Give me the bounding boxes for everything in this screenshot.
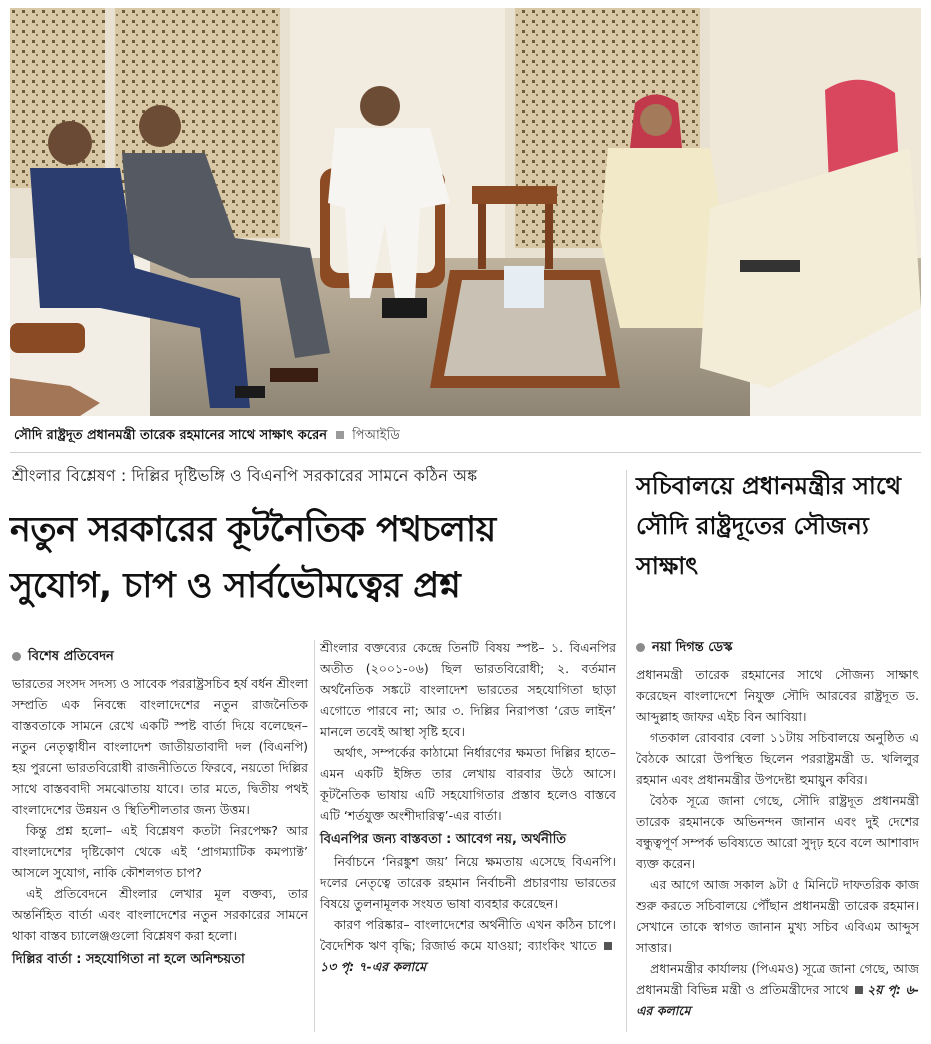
main-headline-line-1: নতুন সরকারের কূটনৈতিক পথচলায় [10, 510, 496, 550]
photo-caption-text: সৌদি রাষ্ট্রদূত প্রধানমন্ত্রী তারেক রহমানের সাথে সাক্ষাৎ করেন [14, 428, 328, 443]
paragraph: এর আগে আজ সকাল ৯টা ৫ মিনিটে দাফতরিক কাজ শুরু করতে সচিবালয়ে পৌঁছান প্রধানমন্ত্রী তারেক রহমান। সেখানে তাকে স্বাগত জানান মুখ্য সচিব এবিএম আব্দুস সাত্তার। [636, 877, 919, 955]
paragraph: প্রধানমন্ত্রী তারেক রহমানের সাথে সৌজন্য সাক্ষাৎ করেছেন বাংলাদেশে নিযুক্ত সৌদি আরবের রাষ্ট্রদূত ড. আব্দুল্লাহ জাফর এইচ বিন আবিয়া। [636, 667, 919, 724]
paragraph: শ্রীংলার বক্তব্যের কেন্দ্রে তিনটি বিষয় স্পষ্ট– ১. বিএনপির অতীত (২০০১-০৬) ছিল ভারতবিরোধী; ২. বর্তমান অর্থনৈতিক সঙ্কটে বাংলাদেশ ভারতের সহযোগিতা ছাড়া এগোতে পারবে না; আর ৩. দিল্লির নিরাপত্তা ‘রেড লাইন’ মানলে তবেই আস্থা সৃষ্টি হবে। [320, 640, 616, 739]
main-headline[interactable] [10, 502, 620, 614]
right-story-byline [636, 637, 919, 658]
subheading: দিল্লির বার্তা : সহযোগিতা না হলে অনিশ্চয়তা [12, 952, 245, 967]
top-divider [10, 452, 921, 453]
paragraph: অর্থাৎ, সম্পর্কের কাঠামো নির্ধারণের ক্ষমতা দিল্লির হাতে– এমন একটি ইঙ্গিত তার লেখায় বারবার উঠে আসে। কূটনৈতিক ভাষায় এটি সহযোগিতার প্রস্তাব হলেও বাস্তবে এটি ‘শর্তযুক্ত অংশীদারিত্ব’-এর বার্তা। [320, 745, 616, 823]
main-headline-line-2: সুযোগ, চাপ ও সার্বভৌমত্বের প্রশ্ন [10, 566, 461, 606]
left-story-byline [12, 646, 308, 667]
left-story-column-1 [12, 646, 308, 971]
column-divider [626, 470, 627, 1032]
square-bullet-icon [604, 942, 612, 950]
meeting-photo [10, 8, 921, 416]
paragraph: কিন্তু প্রশ্ন হলো– এই বিশ্লেষণ কতটা নিরপেক্ষ? আর বাংলাদেশের দৃষ্টিকোণ থেকে এই ‘প্রাগম্যাটিক কমপ্যাক্ট’ আসলে সুযোগ, নাকি কৌশলগত চাপ? [12, 823, 308, 880]
continuation-text: ২য় পৃ: ৬-এর কলামে [636, 982, 919, 1018]
meeting-photo-illustration [10, 8, 921, 416]
paragraph: ভারতের সংসদ সদস্য ও সাবেক পররাষ্ট্রসচিব হর্ষ বর্ধন শ্রীংলা সম্প্রতি এক নিবন্ধে বাংলাদেশের নতুন রাজনৈতিক বাস্তবতাকে সামনে রেখে একটি স্পষ্ট বার্তা দিয়ে বলেছেন– নতুন নেতৃত্বাধীন বাংলাদেশ জাতীয়তাবাদী দল (বিএনপি) হয় পুরনো ভারতবিরোধী রাজনীতিতে ফিরবে, নয়তো দিল্লির সাথে বাস্তববাদী সমঝোতায় যাবে। তার মতে, দ্বিতীয় পথই বাংলাদেশের উন্নয়ন ও স্থিতিশীলতার জন্য উত্তম। [12, 676, 308, 817]
paragraph: নির্বাচনে ‘নিরঙ্কুশ জয়’ নিয়ে ক্ষমতায় এসেছে বিএনপি। দলের নেতৃত্বে তারেক রহমান নির্বাচনী প্রচারণায় ভারতের বিষয়ে তুলনামূলক সংযত ভাষা ব্যবহার করেছেন। [320, 854, 616, 911]
paragraph-text: প্রধানমন্ত্রীর কার্যালয় (পিএমও) সূত্রে জানা গেছে, আজ প্রধানমন্ত্রী বিভিন্ন মন্ত্রী ও প্রতিমন্ত্রীদের সাথে [636, 961, 919, 997]
paragraph-text: কারণ পরিষ্কার– বাংলাদেশের অর্থনীতি এখন কঠিন চাপে। বৈদেশিক ঋণ বৃদ্ধি; রিজার্ভ কমে যাওয়া; ব্যাংকিং খাতে [320, 917, 616, 953]
column-divider [314, 640, 315, 1032]
photo-credit: পিআইডি [352, 428, 400, 443]
right-story-column [636, 637, 919, 1021]
bullet-dot-icon [12, 652, 21, 661]
paragraph [636, 958, 919, 1021]
story-kicker: শ্রীংলার বিশ্লেষণ : দিল্লির দৃষ্টিভঙ্গি ও বিএনপি সরকারের সামনে কঠিন অঙ্ক [12, 466, 478, 485]
square-bullet-icon [855, 986, 863, 994]
square-bullet-icon [336, 431, 344, 439]
byline-text: বিশেষ প্রতিবেদন [28, 649, 114, 664]
paragraph [320, 914, 616, 977]
byline-text: নয়া দিগন্ত ডেস্ক [652, 640, 733, 655]
subheading: বিএনপির জন্য বাস্তবতা : আবেগ নয়, অর্থনীতি [320, 832, 567, 847]
photo-caption [14, 426, 914, 448]
continuation-text: ১৩ পৃ: ৭-এর কলামে [320, 959, 427, 974]
left-story-column-2 [320, 637, 616, 977]
paragraph: এই প্রতিবেদনে শ্রীংলার লেখার মূল বক্তব্য, তার অন্তর্নিহিত বার্তা এবং বাংলাদেশের নতুন সরকারের সামনে থাকা বাস্তব চ্যালেঞ্জগুলো বিশ্লেষণ করা হলো। [12, 886, 308, 943]
paragraph: বৈঠক সূত্রে জানা গেছে, সৌদি রাষ্ট্রদূত প্রধানমন্ত্রী তারেক রহমানকে অভিনন্দন জানান এবং দুই দেশের বন্ধুত্বপূর্ণ সম্পর্ক ভবিষ্যতে আরো সুদৃঢ় হবে বলে আশাবাদ ব্যক্ত করেন। [636, 793, 919, 871]
bullet-dot-icon [636, 643, 645, 652]
side-headline[interactable]: সচিবালয়ে প্রধানমন্ত্রীর সাথে সৌদি রাষ্ট্রদূতের সৌজন্য সাক্ষাৎ [636, 472, 902, 580]
paragraph: গতকাল রোববার বেলা ১১টায় সচিবালয়ে অনুষ্ঠিত এ বৈঠকে আরো উপস্থিত ছিলেন পররাষ্ট্রমন্ত্রী ড. খলিলুর রহমান এবং প্রধানমন্ত্রীর উপদেষ্টা হুমায়ুন কবির। [636, 730, 919, 787]
